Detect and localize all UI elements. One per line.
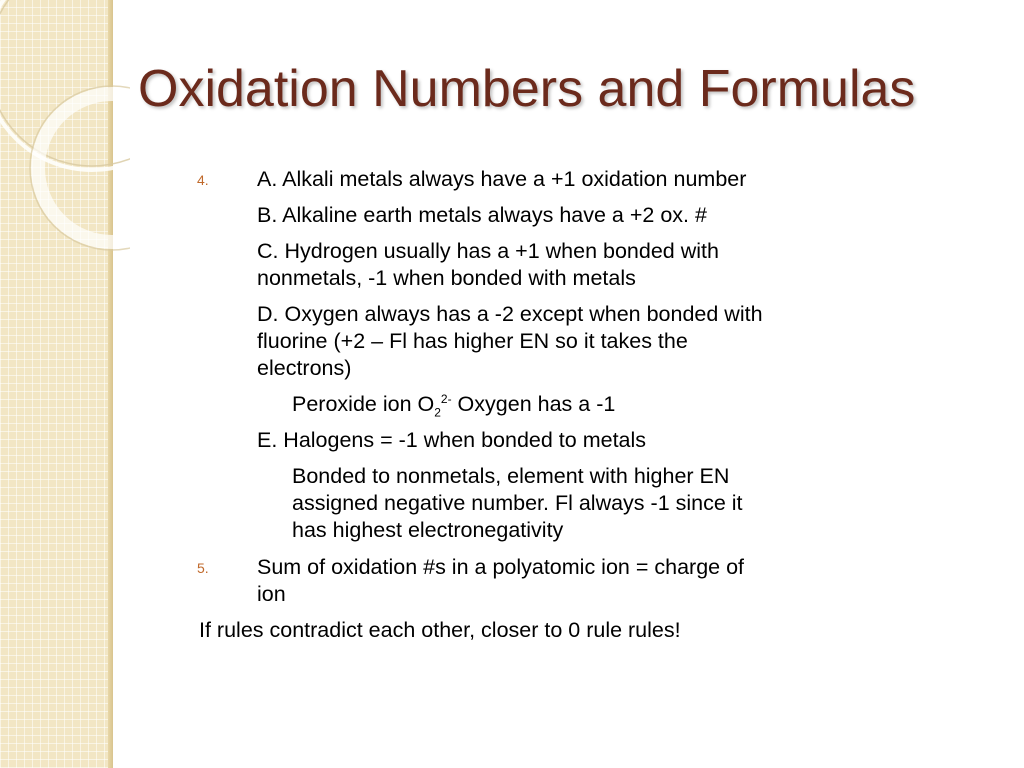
rule-5-line1: Sum of oxidation #s in a polyatomic ion = charge of — [257, 555, 745, 579]
list-number-5: 5. — [197, 560, 209, 576]
rule-e-sub-line2: assigned negative number. Fl always -1 since it — [292, 491, 743, 515]
closing-note: If rules contradict each other, closer to 0 rule rules! — [199, 618, 681, 642]
rule-d-line3: electrons) — [257, 356, 352, 380]
list-number-4: 4. — [197, 172, 209, 188]
rule-d-line1: D. Oxygen always has a -2 except when bonded with — [257, 302, 763, 326]
rule-e-sub-line3: has highest electronegativity — [292, 518, 564, 542]
peroxide-note — [292, 391, 615, 418]
peroxide-oxygen-text: Oxygen has a -1 — [451, 392, 616, 416]
peroxide-text: Peroxide ion O — [292, 392, 435, 416]
rule-c-line2: nonmetals, -1 when bonded with metals — [257, 266, 636, 290]
rule-5-line2: ion — [257, 582, 286, 606]
rule-c-line1: C. Hydrogen usually has a +1 when bonded with — [257, 239, 719, 263]
rule-d-line2: fluorine (+2 – Fl has higher EN so it takes the — [257, 329, 688, 353]
rule-e-sub-line1: Bonded to nonmetals, element with higher EN — [292, 464, 730, 488]
rule-a: A. Alkali metals always have a +1 oxidation number — [257, 167, 747, 191]
peroxide-superscript: 2- — [440, 391, 452, 406]
peroxide-subscript: 2 — [434, 405, 441, 420]
rule-b: B. Alkaline earth metals always have a +2 ox. # — [257, 203, 707, 227]
rule-e: E. Halogens = -1 when bonded to metals — [257, 428, 647, 452]
slide-title: Oxidation Numbers and Formulas — [138, 60, 916, 118]
